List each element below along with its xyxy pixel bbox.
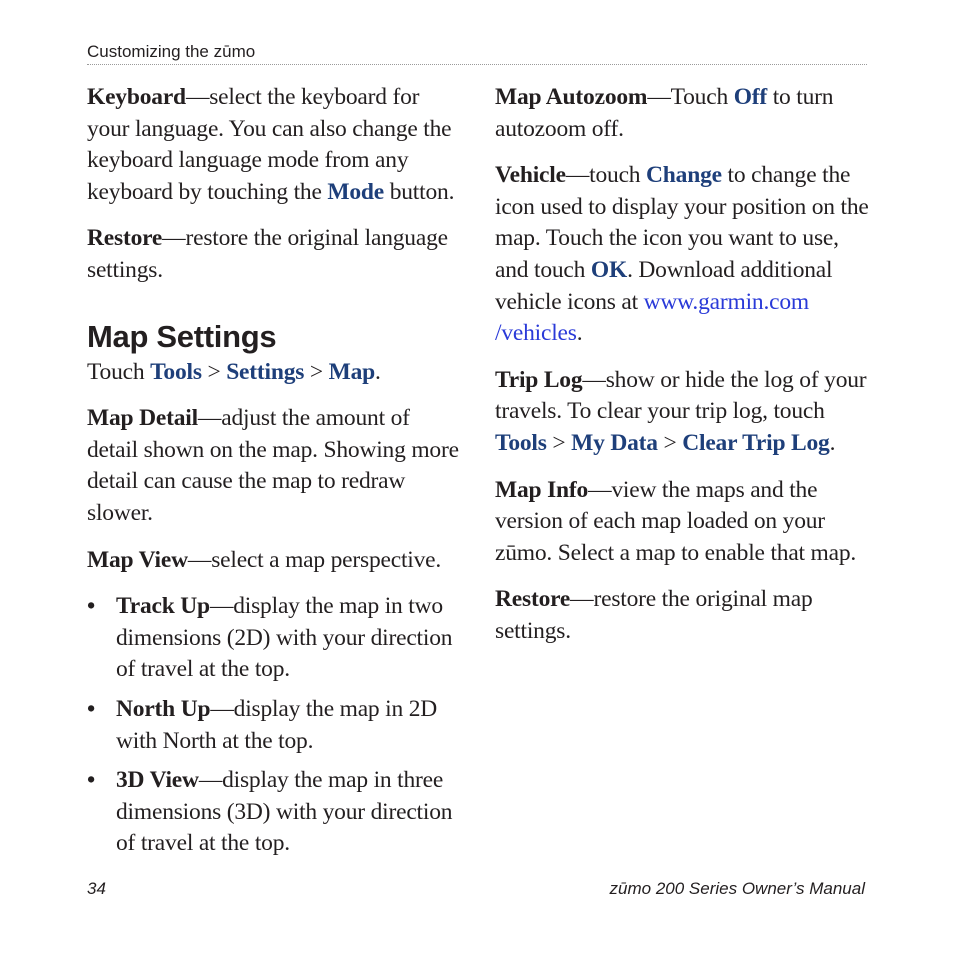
left-column (87, 82, 465, 868)
bullet-icon: • (87, 593, 96, 620)
clear-trip-log-label: Clear Trip Log (682, 429, 830, 456)
list-item: • 3D View—display the map in three dimensions (3D) with your direction of travel at the top. (87, 767, 453, 857)
list-item: • Track Up—display the map in two dimensions (2D) with your direction of travel at the top. (87, 593, 453, 683)
map-view-term: Map View (87, 546, 188, 573)
vehicles-link[interactable]: www.garmin.com /vehicles (495, 288, 810, 347)
settings-label: Settings (226, 358, 305, 385)
map-label: Map (328, 358, 376, 385)
keyboard-term: Keyboard (87, 84, 186, 110)
restore-term: Restore (495, 586, 571, 613)
page-number: 34 (87, 879, 106, 898)
bullet-icon: • (87, 767, 96, 794)
manual-title: zūmo 200 Series Owner’s Manual (609, 879, 865, 898)
map-detail-term: Map Detail (87, 405, 198, 432)
ok-label: OK (590, 256, 628, 283)
map-detail-setting: Map Detail—adjust the amount of detail shown on the map. Showing more detail can cause the map to redraw slower. (87, 405, 459, 526)
vehicle-setting: Vehicle—touch Change to change the icon used to display your position on the map. Touch the icon you want to use, and touch OK. Download additional vehicle icons at www.garmin.com /vehicles. (495, 162, 869, 347)
list-item: • North Up—display the map in 2D with North at the top. (87, 695, 438, 754)
change-label: Change (646, 162, 722, 189)
right-column (495, 82, 870, 663)
mode-button-label: Mode (327, 178, 385, 205)
bullet-icon: • (87, 695, 96, 722)
trip-log-setting: Trip Log—show or hide the log of your travels. To clear your trip log, touch Tools > My Data > Clear Trip Log. (495, 366, 867, 456)
my-data-label: My Data (571, 429, 658, 456)
vehicle-term: Vehicle (495, 162, 566, 189)
restore-language-setting: Restore—restore the original language settings. (87, 225, 448, 283)
off-label: Off (733, 84, 768, 110)
map-view-setting: Map View—select a map perspective. (87, 546, 442, 573)
keyboard-setting: Keyboard—select the keyboard for your language. You can also change the keyboard language mode from any keyboard by touching the Mode button. (87, 84, 455, 205)
tools-label: Tools (495, 429, 547, 456)
map-info-setting: Map Info—view the maps and the version of each map loaded on your zūmo. Select a map to enable that map. (495, 476, 857, 566)
header-divider (87, 64, 867, 65)
section-heading: Map Settings (87, 318, 277, 354)
tools-label: Tools (150, 358, 202, 385)
map-autozoom-setting: Map Autozoom—Touch Off to turn autozoom off. (495, 84, 834, 142)
map-view-options (87, 591, 465, 860)
running-header: Customizing the zūmo (87, 42, 256, 61)
trip-log-term: Trip Log (495, 366, 583, 393)
map-info-term: Map Info (495, 476, 589, 503)
map-autozoom-term: Map Autozoom (495, 84, 648, 110)
map-settings-path: Touch Tools > Settings > Map. (87, 358, 381, 385)
restore-map-setting: Restore—restore the original map settings. (495, 586, 813, 644)
restore-term: Restore (87, 225, 163, 252)
